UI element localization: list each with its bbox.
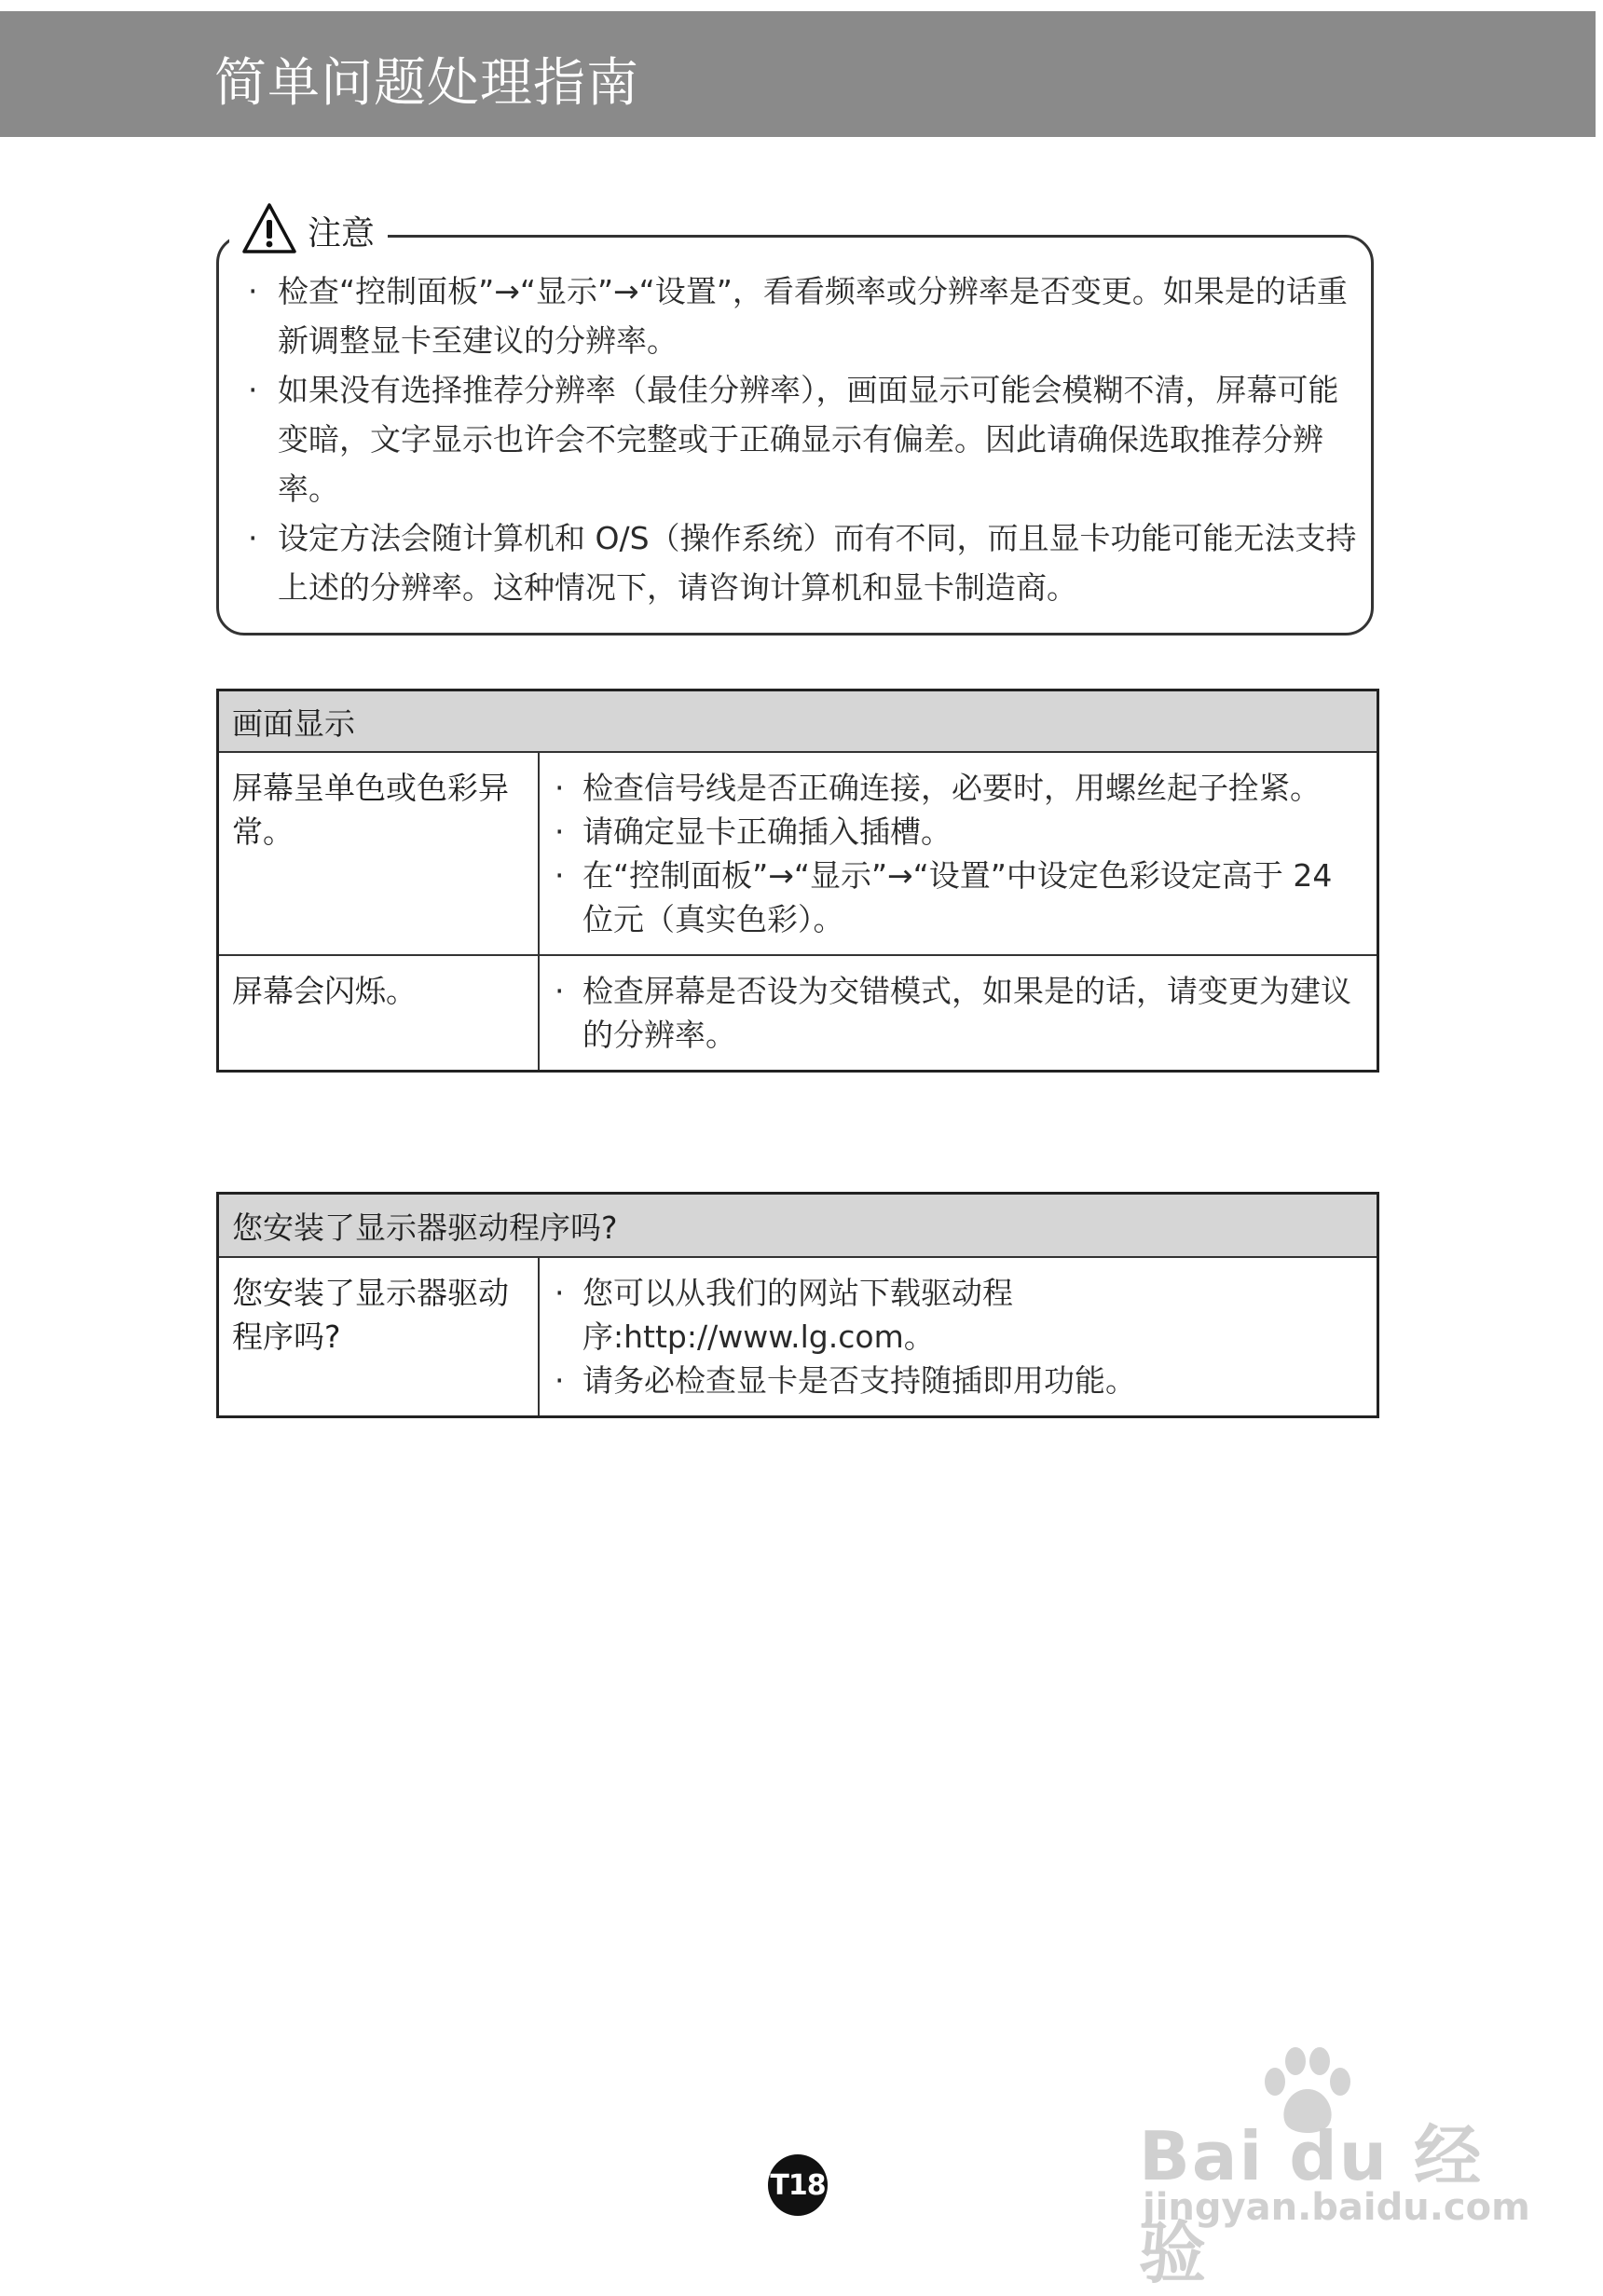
answer-item: · 请确定显卡正确插入插槽。 xyxy=(553,810,1363,854)
question-cell: 屏幕会闪烁。 xyxy=(218,955,540,1072)
answer-cell xyxy=(539,1257,1378,1417)
answer-item: · 检查信号线是否正确连接，必要时，用螺丝起子拴紧。 xyxy=(553,766,1363,810)
table-header: 您安装了显示器驱动程序吗? xyxy=(218,1194,1378,1258)
table-row xyxy=(218,752,1378,955)
caution-heading xyxy=(229,198,388,263)
caution-item: · 如果没有选择推荐分辨率（最佳分辨率），画面显示可能会模糊不清，屏幕可能变暗，文字显示也许会不完整或于正确显示有偏差。因此请确保选取推荐分辨率。 xyxy=(244,365,1363,513)
answer-item: · 您可以从我们的网站下载驱动程序:http://www.lg.com。 xyxy=(553,1271,1363,1359)
caution-item: · 检查“控制面板”→“显示”→“设置”，看看频率或分辨率是否变更。如果是的话重新调整显卡至建议的分辨率。 xyxy=(244,266,1363,365)
caution-label: 注意 xyxy=(308,213,376,253)
page-number-badge: T18 xyxy=(768,2154,828,2216)
warning-triangle-icon xyxy=(240,201,298,259)
table-row xyxy=(218,955,1378,1072)
answer-item: · 在“控制面板”→“显示”→“设置”中设定色彩设定高于 24 位元（真实色彩）。 xyxy=(553,854,1363,941)
watermark-url: jingyan.baidu.com xyxy=(1143,2186,1530,2229)
answer-cell xyxy=(539,752,1378,955)
answer-item: · 请务必检查显卡是否支持随插即用功能。 xyxy=(553,1359,1363,1402)
watermark-brand: Bai du 经验 xyxy=(1139,2117,1484,2292)
driver-table xyxy=(216,1192,1379,1418)
caution-list xyxy=(244,266,1363,612)
table-row xyxy=(218,1257,1378,1417)
watermark xyxy=(1139,2044,1530,2292)
question-cell: 屏幕呈单色或色彩异常。 xyxy=(218,752,540,955)
question-cell: 您安装了显示器驱动程序吗? xyxy=(218,1257,540,1417)
table-header: 画面显示 xyxy=(218,690,1378,753)
caution-item: · 设定方法会随计算机和 O/S（操作系统）而有不同，而且显卡功能可能无法支持上述的分辨率。这种情况下，请咨询计算机和显卡制造商。 xyxy=(244,513,1363,612)
display-issues-table xyxy=(216,689,1379,1073)
answer-item: · 检查屏幕是否设为交错模式，如果是的话，请变更为建议的分辨率。 xyxy=(553,969,1363,1057)
page-title: 简单问题处理指南 xyxy=(214,53,639,114)
answer-cell xyxy=(539,955,1378,1072)
